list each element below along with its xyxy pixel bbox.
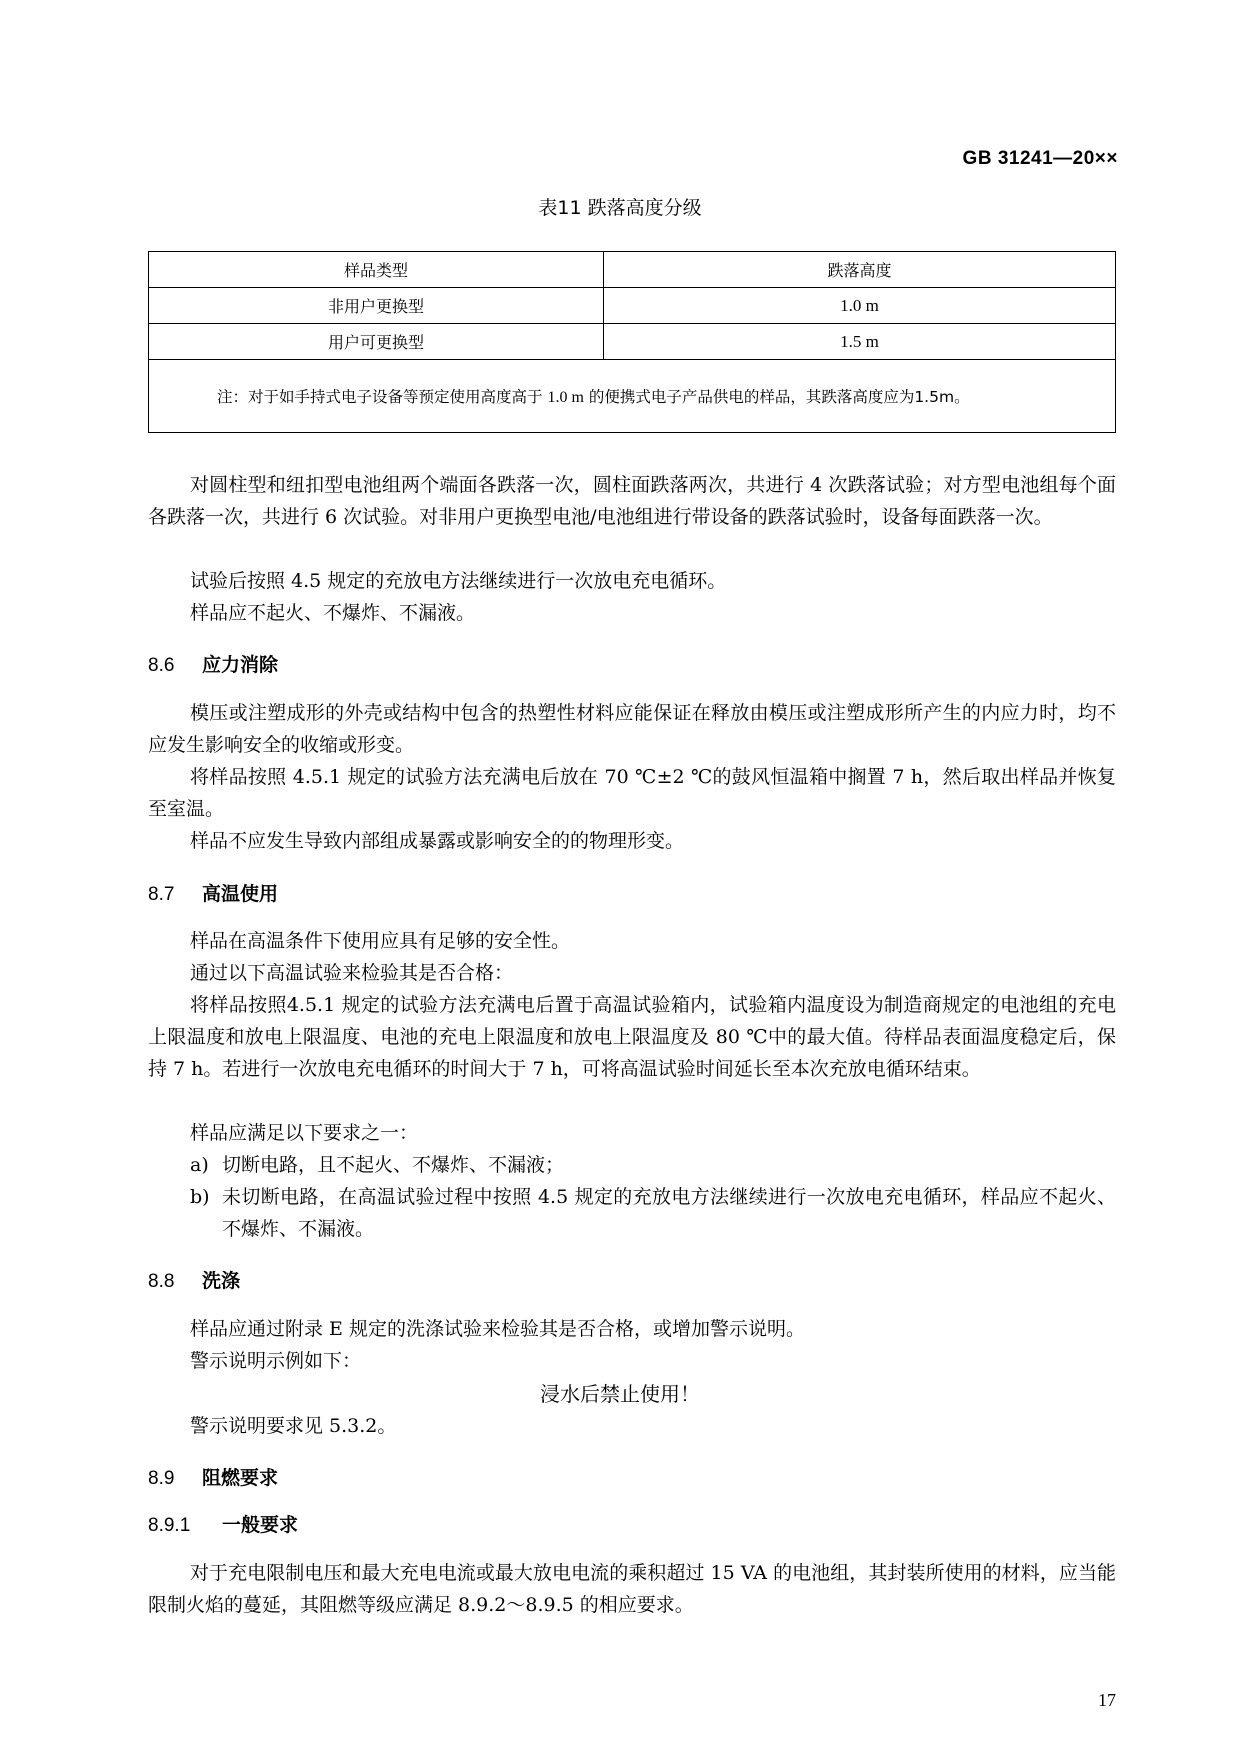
table-cell-type: 非用户更换型 <box>149 288 604 324</box>
table-header-row <box>149 252 1116 288</box>
section-number: 8.7 <box>148 884 175 905</box>
paragraph: 样品应满足以下要求之一： <box>190 1122 419 1144</box>
table-header-cell: 样品类型 <box>149 252 604 288</box>
table-row <box>149 324 1116 360</box>
list-text: 切断电路，且不起火、不爆炸、不漏液； <box>222 1154 565 1176</box>
paragraph: 样品应不起火、不爆炸、不漏液。 <box>190 602 476 624</box>
list-item <box>190 1149 1116 1181</box>
section-title: 阻燃要求 <box>202 1467 279 1489</box>
section-number: 8.6 <box>148 655 175 676</box>
table-note-value: 1.0 m <box>547 389 584 406</box>
list-item <box>190 1181 1116 1245</box>
table-cell-height: 1.0 m <box>604 288 1116 324</box>
standard-code: GB 31241—20×× <box>962 148 1118 169</box>
table-cell-type: 用户可更换型 <box>149 324 604 360</box>
paragraph: 警示说明示例如下： <box>190 1350 362 1372</box>
paragraph: 样品在高温条件下使用应具有足够的安全性。 <box>190 930 571 952</box>
table-note-suffix: 的便携式电子产品供电的样品，其跌落高度应为1.5m。 <box>583 388 970 406</box>
table-note <box>149 360 1116 433</box>
table-cell-height: 1.5 m <box>604 324 1116 360</box>
section-heading-8-8 <box>148 1266 240 1293</box>
page-number: 17 <box>1098 1690 1116 1710</box>
paragraph: 通过以下高温试验来检验其是否合格： <box>190 962 514 984</box>
paragraph: 将样品按照 4.5.1 规定的试验方法充满电后放在 70 ℃±2 ℃的鼓风恒温箱中搁置 7 h，然后取出样品并恢复至室温。 <box>148 766 1116 820</box>
section-title: 高温使用 <box>202 883 279 905</box>
list-marker: a) <box>190 1154 209 1176</box>
table-row <box>149 288 1116 324</box>
paragraph: 试验后按照 4.5 规定的充放电方法继续进行一次放电充电循环。 <box>190 570 727 592</box>
list-text: 未切断电路，在高温试验过程中按照 4.5 规定的充放电方法继续进行一次放电充电循环，样品应不起火、不爆炸、不漏液。 <box>222 1186 1116 1240</box>
section-number: 8.9.1 <box>148 1515 191 1536</box>
section-number: 8.9 <box>148 1468 175 1489</box>
paragraph: 对于充电限制电压和最大充电电流或最大放电电流的乘积超过 15 VA 的电池组，其封装所使用的材料，应当能限制火焰的蔓延，其阻燃等级应满足 8.9.2～8.9.5 的相应要求。 <box>148 1562 1116 1616</box>
section-heading-8-7 <box>148 879 278 906</box>
table-header-cell: 跌落高度 <box>604 252 1116 288</box>
paragraph: 将样品按照4.5.1 规定的试验方法充满电后置于高温试验箱内，试验箱内温度设为制造商规定的电池组的充电上限温度和放电上限温度、电池的充电上限温度和放电上限温度及 80 ℃中的最大值。待样品表面温度稳定后，保持 7 h。若进行一次放电充电循环的时间大于 7 h，可将高温试验时间延长至本次充放电循环结束。 <box>148 994 1116 1080</box>
list-marker: b) <box>190 1186 210 1208</box>
table-note-row <box>149 360 1116 433</box>
section-title: 洗涤 <box>202 1270 241 1292</box>
paragraph: 对圆柱型和纽扣型电池组两个端面各跌落一次，圆柱面跌落两次，共进行 4 次跌落试验；对方型电池组每个面各跌落一次，共进行 6 次试验。对非用户更换型电池/电池组进行带设备的跌落试验时，设备每面跌落一次。 <box>148 474 1116 528</box>
paragraph: 样品不应发生导致内部组成暴露或影响安全的的物理形变。 <box>190 830 685 852</box>
table-title: 表11 跌落高度分级 <box>538 197 702 219</box>
table-note-prefix: 注：对于如手持式电子设备等预定使用高度高于 <box>217 388 548 406</box>
section-heading-8-9-1 <box>148 1510 298 1537</box>
drop-height-table <box>148 251 1116 433</box>
warning-text: 浸水后禁止使用！ <box>540 1382 700 1406</box>
section-number: 8.8 <box>148 1271 175 1292</box>
section-heading-8-6 <box>148 650 278 677</box>
section-title: 应力消除 <box>202 654 279 676</box>
paragraph: 警示说明要求见 5.3.2。 <box>190 1415 397 1437</box>
paragraph: 样品应通过附录 E 规定的洗涤试验来检验其是否合格，或增加警示说明。 <box>190 1318 805 1340</box>
section-heading-8-9 <box>148 1463 278 1490</box>
section-title: 一般要求 <box>222 1514 299 1536</box>
paragraph: 模压或注塑成形的外壳或结构中包含的热塑性材料应能保证在释放由模压或注塑成形所产生的内应力时，均不应发生影响安全的收缩或形变。 <box>148 702 1116 756</box>
